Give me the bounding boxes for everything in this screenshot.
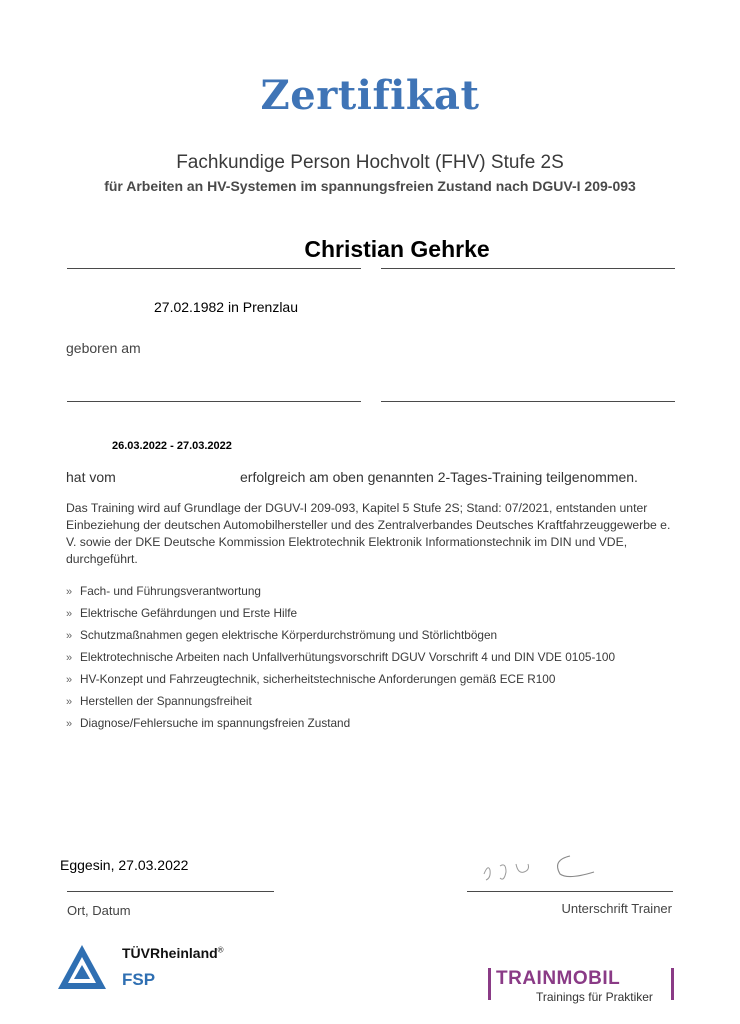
name-line-right: [381, 268, 675, 269]
bullet-icon: »: [66, 718, 73, 730]
list-item: [66, 694, 615, 716]
bullet-icon: »: [66, 652, 73, 664]
bullet-icon: »: [66, 674, 73, 686]
tuv-triangle-icon: [56, 943, 108, 991]
attended-suffix: erfolgreich am oben genannten 2-Tages-Training teilgenommen.: [240, 469, 638, 485]
topic-text: HV-Konzept und Fahrzeugtechnik, sicherheitstechnische Anforderungen gemäß ECE R100: [80, 672, 556, 686]
trainmobil-tagline: Trainings für Praktiker: [536, 990, 653, 1004]
trainer-signature: [478, 844, 608, 890]
tuv-logo-text: [122, 945, 224, 961]
trainmobil-name: TRAINMOBIL: [496, 968, 621, 989]
topic-text: Fach- und Führungsverantwortung: [80, 584, 261, 598]
topic-list: [66, 584, 615, 738]
tuv-name: TÜVRheinland: [122, 945, 218, 961]
born-label: geboren am: [66, 340, 141, 356]
training-description: Das Training wird auf Grundlage der DGUV-I 209-093, Kapitel 5 Stufe 2S; Stand: 07/2021, entstanden unter Einbeziehung der deutschen Automobilhersteller und des Zentralverbandes Deutsches Kraftfahrzeuggewerbe e. V. sowie der DKE Deutsche Kommission Elektrotechnik Elektronik Informationstechnik im DIN und VDE, durchgeführt.: [66, 501, 671, 566]
training-period: 26.03.2022 - 27.03.2022: [112, 440, 232, 452]
certificate-subtitle: Fachkundige Person Hochvolt (FHV) Stufe 2S: [176, 152, 564, 173]
trainmobil-bar-left: [488, 968, 491, 1000]
list-item: [66, 672, 615, 694]
signature-line: [467, 891, 673, 892]
topic-text: Diagnose/Fehlersuche im spannungsfreien Zustand: [80, 716, 351, 730]
list-item: [66, 628, 615, 650]
bullet-icon: »: [66, 630, 73, 642]
participant-name: Christian Gehrke: [304, 236, 490, 262]
certificate-scope: für Arbeiten an HV-Systemen im spannungsfreien Zustand nach DGUV-I 209-093: [104, 178, 636, 194]
birth-line-right: [381, 401, 675, 402]
trainer-signature-label: Unterschrift Trainer: [561, 901, 672, 916]
topic-text: Elektrische Gefährdungen und Erste Hilfe: [80, 606, 298, 620]
topic-text: Schutzmaßnahmen gegen elektrische Körperdurchströmung und Störlichtbögen: [80, 628, 498, 642]
bullet-icon: »: [66, 696, 73, 708]
list-item: [66, 716, 615, 738]
place-date-label: Ort, Datum: [67, 903, 131, 918]
topic-text: Herstellen der Spannungsfreiheit: [80, 694, 252, 708]
topic-text: Elektrotechnische Arbeiten nach Unfallverhütungsvorschrift DGUV Vorschrift 4 und DIN VDE 0105-100: [80, 650, 616, 664]
list-item: [66, 606, 615, 628]
bullet-icon: »: [66, 586, 73, 598]
name-line-left: [67, 268, 361, 269]
place-date-line: [67, 891, 274, 892]
tuv-fsp-label: FSP: [122, 970, 156, 989]
bullet-icon: »: [66, 608, 73, 620]
birth-line-left: [67, 401, 361, 402]
list-item: [66, 650, 615, 672]
trainmobil-bar-right: [671, 968, 674, 1000]
place-date: Eggesin, 27.03.2022: [60, 857, 189, 873]
birth-date-place: 27.02.1982 in Prenzlau: [154, 299, 298, 315]
tuv-registered-mark: ®: [217, 945, 224, 955]
certificate-title: Zertifikat: [260, 72, 480, 119]
attended-prefix: hat vom: [66, 469, 116, 485]
list-item: [66, 584, 615, 606]
